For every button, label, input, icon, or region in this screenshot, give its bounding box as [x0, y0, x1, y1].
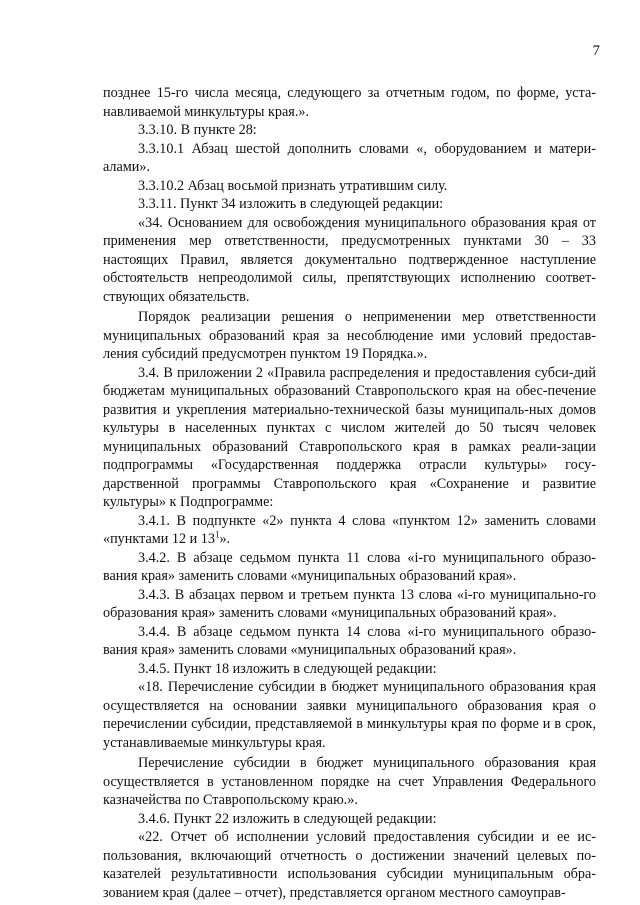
paragraph: 3.3.11. Пункт 34 изложить в следующей редакции:: [138, 196, 444, 212]
paragraph: 3.4.4. В абзаце седьмом пункта 14 слова «i-го муниципального образо-вания края» заменить словами «муниципальных образований края».: [103, 623, 596, 658]
paragraph: 3.4.2. В абзаце седьмом пункта 11 слова «i-го муниципального образо-вания края» заменить словами «муниципальных образований края».: [103, 549, 596, 584]
paragraph: 3.3.10.2 Абзац восьмой признать утратившим силу.: [138, 177, 448, 194]
paragraph-with-superscript: [103, 512, 596, 549]
paragraph: «22. Отчет об исполнении условий предоставления субсидии и ее ис-пользования, включающий отчетность о достижении значений целевых по-казателей результативности использования субсидии муниципальным обра-зованием края (далее – отчет), представляется органом местного самоуправ-: [103, 829, 596, 901]
paragraph: 3.4. В приложении 2 «Правила распределения и предоставления субси-дий бюджетам муниципальных образований Ставропольского края на обес-печение развития и укрепления материально-технической базы муниципаль-ных домов культуры в населенных пунктах с числом жителей до 50 тысяч человек муниципальных образований Ставропольского края в рамках реали-зации подпрограммы «Государственная поддержка отрасли культуры» госу-дарственной программы Ставропольского края «Сохранение и развитие культуры» к Подпрограмме:: [103, 364, 596, 510]
paragraph: 3.4.5. Пункт 18 изложить в следующей редакции:: [138, 660, 437, 677]
paragraph: позднее 15-го числа месяца, следующего за отчетным годом, по форме, уста-навливаемой минкультуры края.».: [103, 85, 596, 120]
paragraph: 3.3.10. В пункте 28:: [138, 122, 257, 138]
page-number: 7: [592, 43, 600, 59]
paragraph: Перечисление субсидии в бюджет муниципального образования края осуществляется в установленном порядке на счет Управления Федерального казначейства по Ставропольскому краю.».: [103, 755, 596, 808]
paragraph: «34. Основанием для освобождения муниципального образования края от применения мер ответственности, предусмотренных пунктами 30 – 33 настоящих Правил, является документально подтвержденное наступление обстоятельств непреодолимой силы, препятствующих исполнению соответ-ствующих обязательств.: [103, 214, 596, 305]
document-body: [103, 84, 596, 902]
paragraph: 3.4.6. Пункт 22 изложить в следующей редакции:: [138, 810, 437, 827]
superscript: 1: [214, 529, 220, 540]
paragraph: «18. Перечисление субсидии в бюджет муниципального образования края осуществляется на основании заявки муниципального образования края о перечислении субсидии, представляемой в минкультуры края по форме и в срок, устанавливаемые минкультуры края.: [103, 679, 596, 751]
paragraph: 3.3.10.1 Абзац шестой дополнить словами «, оборудованием и матери-алами».: [103, 140, 596, 175]
paragraph: 3.4.3. В абзацах первом и третьем пункта 13 слова «i-го муниципально-го образования края» заменить словами «муниципальных образований края».: [103, 586, 596, 621]
paragraph-text: 3.4.1. В подпункте «2» пункта 4 слова «пунктом 12» заменить словами «пунктами 12 и 13: [103, 512, 596, 547]
paragraph-text: ».: [219, 531, 231, 547]
paragraph: Порядок реализации решения о неприменении мер ответственности муниципальных образований края за несоблюдение ими условий предостав-ления субсидий предусмотрен пунктом 19 Порядка.».: [103, 309, 596, 362]
